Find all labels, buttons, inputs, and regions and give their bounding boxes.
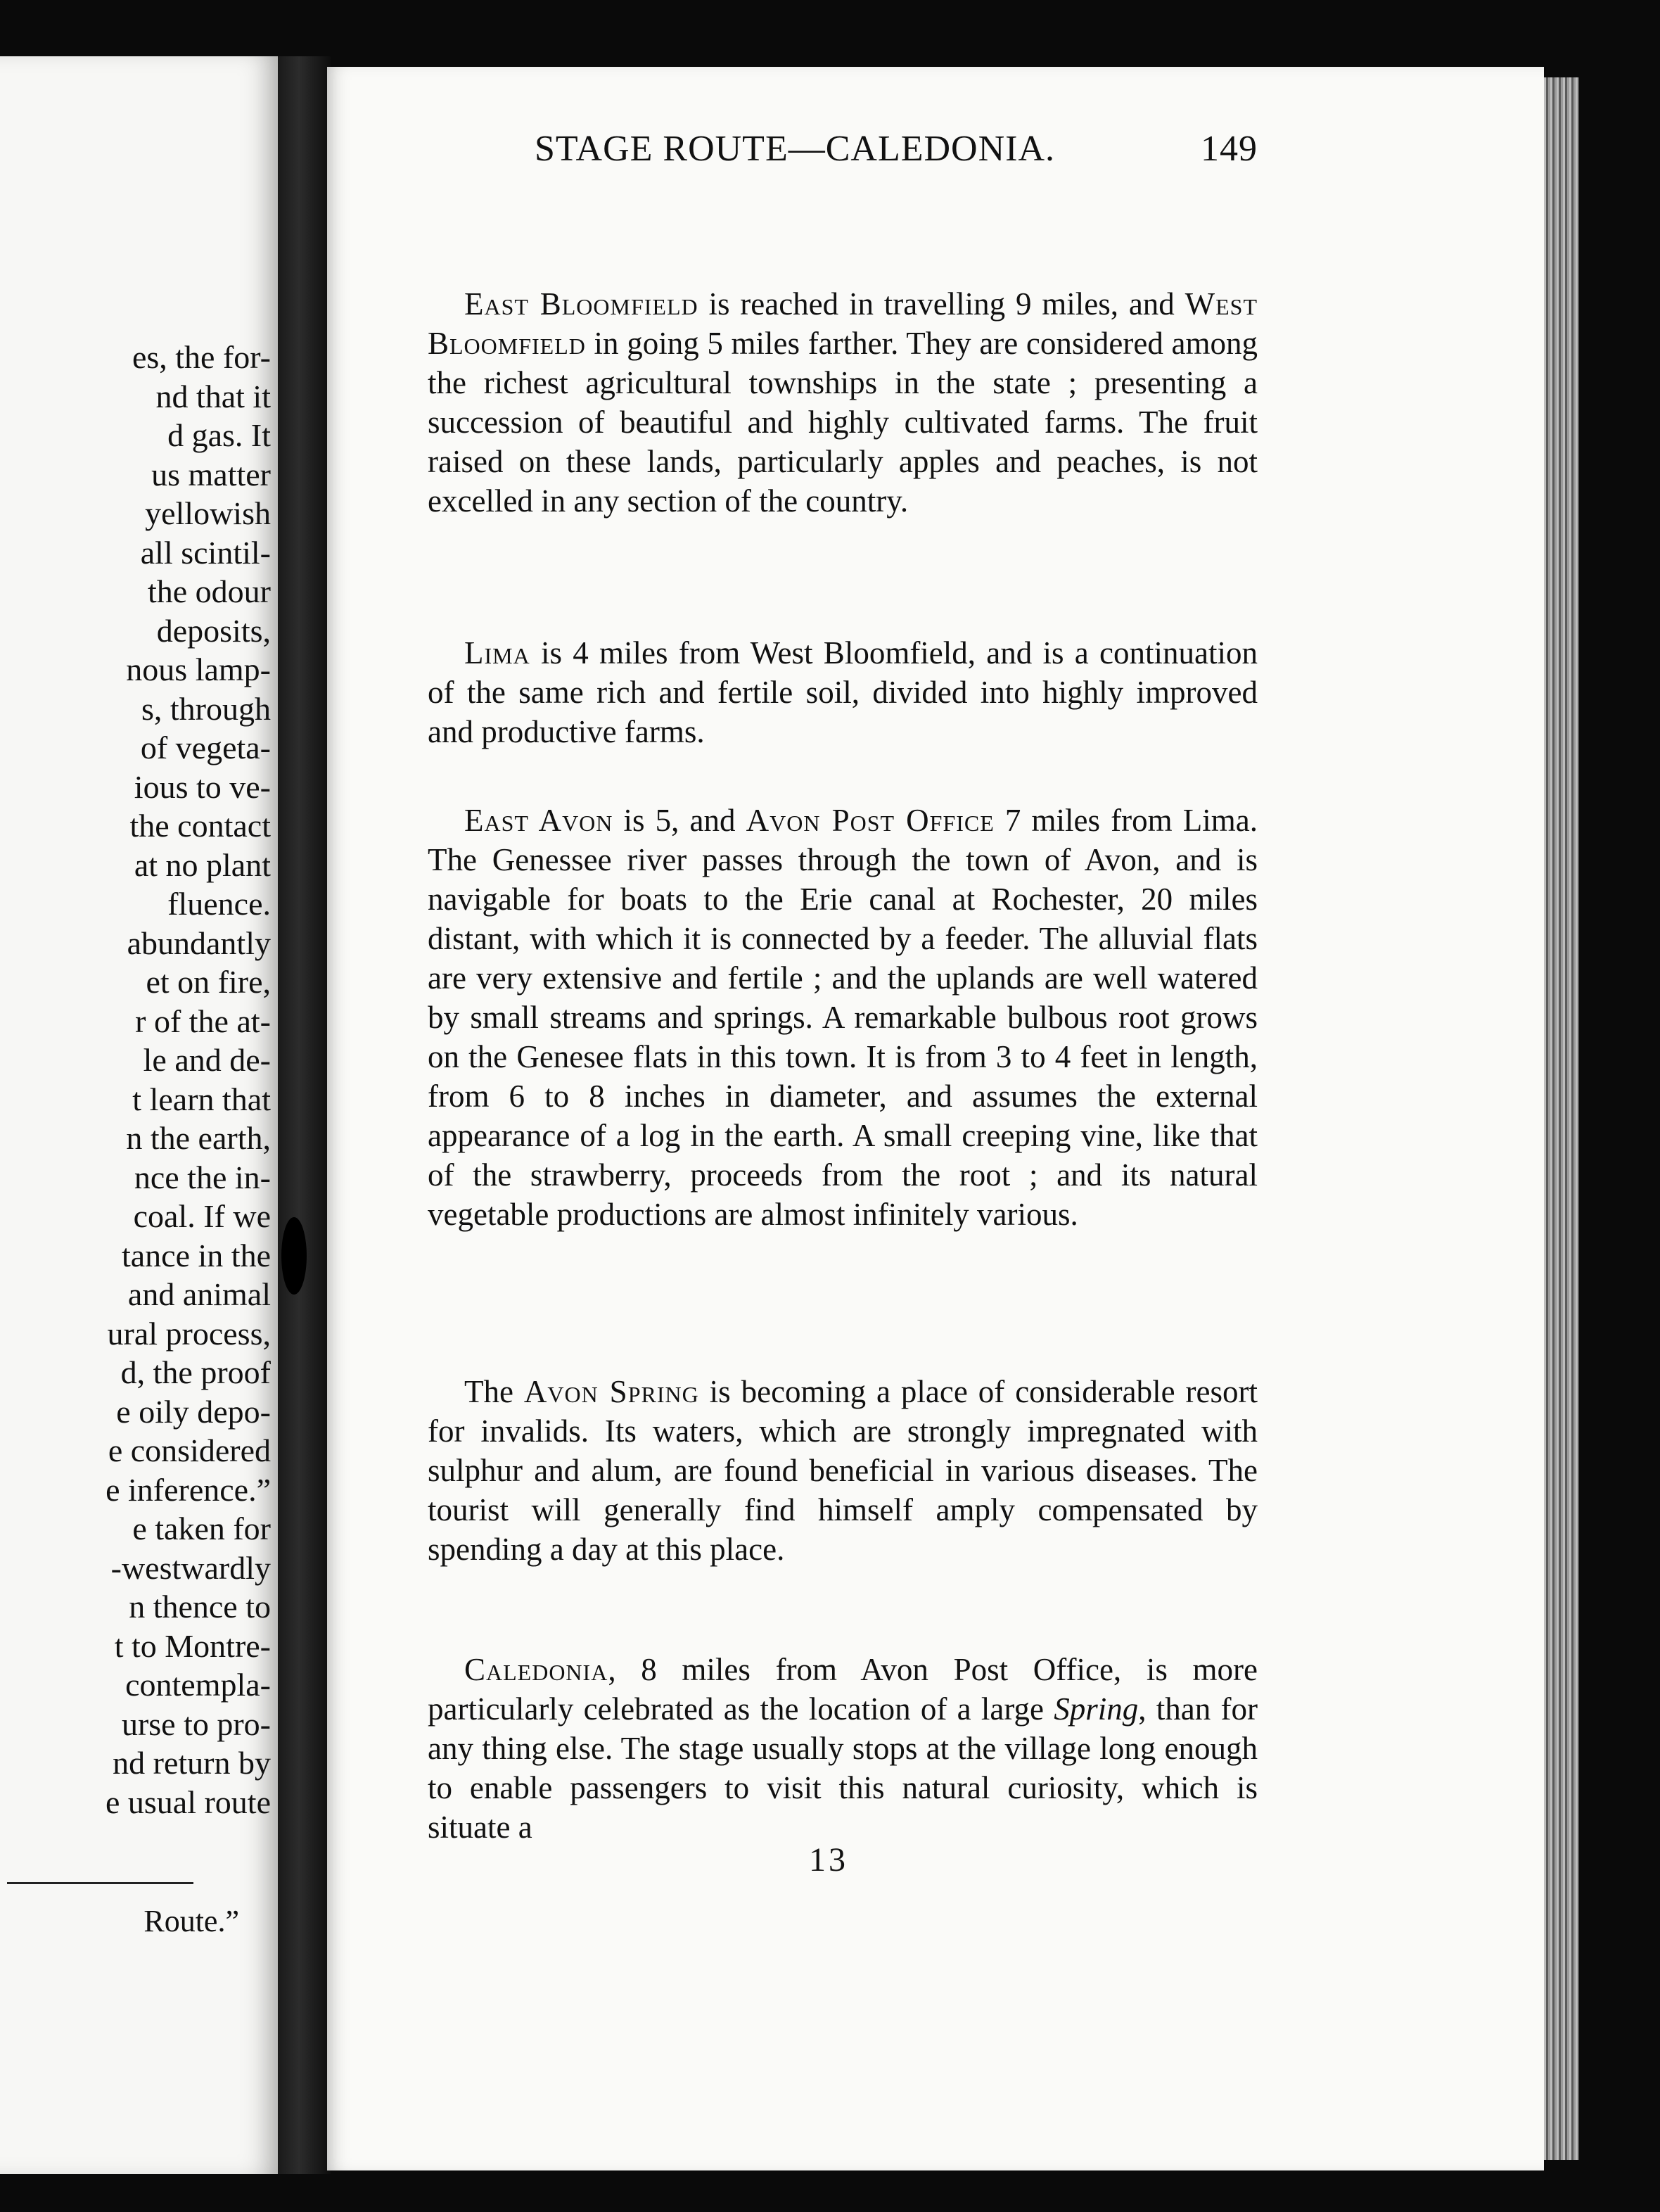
previous-page-line: t to Montre- (114, 1627, 271, 1664)
paragraph-text: is 5, and (613, 803, 746, 838)
place-name: Avon Post Office (746, 803, 995, 838)
previous-page-line: nce the in- (134, 1159, 271, 1195)
previous-page-line: nous lamp- (126, 651, 271, 687)
previous-page-text (106, 338, 271, 1822)
paragraph-caledonia (428, 1650, 1258, 1847)
previous-page-line: n thence to (129, 1589, 271, 1625)
place-name: Avon Spring (523, 1374, 699, 1409)
previous-page-line: s, through (141, 690, 271, 727)
previous-page-line: the odour (147, 573, 271, 609)
previous-page-line: e inference.” (106, 1471, 271, 1508)
previous-page-line: r of the at- (135, 1003, 271, 1039)
previous-page-footnote: Route.” (143, 1904, 239, 1938)
previous-page-line: e considered (108, 1432, 271, 1468)
previous-page-line: t learn that (132, 1081, 271, 1117)
previous-page-line: all scintil- (140, 534, 271, 571)
binding-shadow (281, 1217, 307, 1295)
previous-page-line: d gas. It (167, 417, 271, 453)
previous-page-line: nd return by (113, 1745, 271, 1781)
paragraph-text: , than for any thing else. The stage usually stops at the village long enough to enable passengers to visit this natural curiosity, which is situate a (428, 1691, 1258, 1845)
running-title: STAGE ROUTE—CALEDONIA. (535, 129, 1055, 169)
previous-page-line: urse to pro- (121, 1705, 271, 1742)
paragraph-text: is reached in travelling 9 miles, and (698, 286, 1185, 322)
paragraph-text: is 4 miles from West Bloomfield, and is a continuation of the same rich and fertile soil, divided into highly improved and productive farms. (428, 635, 1258, 749)
book-gutter (278, 56, 331, 2174)
previous-page-line: contempla- (125, 1667, 271, 1703)
page-edges (1544, 77, 1579, 2160)
previous-page-line: fluence. (167, 886, 271, 922)
paragraph-text: is becoming a place of considerable resort for invalids. Its waters, which are strongly impregnated with sulphur and alum, are found beneficial in various diseases. The tourist will generally find himself amply compensated by spending a day at this place. (428, 1374, 1258, 1567)
previous-page-line: of vegeta- (140, 730, 271, 765)
previous-page-line: e taken for (132, 1511, 271, 1546)
paragraph-avon-spring (428, 1372, 1258, 1569)
previous-page-line: us matter (151, 456, 271, 492)
footnote-rule (7, 1882, 193, 1884)
place-name: West Bloomfield (428, 286, 1258, 361)
previous-page-line: nd that it (155, 378, 271, 414)
previous-page-line: at no plant (134, 846, 271, 883)
previous-page-line: et on fire, (146, 964, 271, 1000)
previous-page-line: and animal (127, 1276, 271, 1312)
previous-page-line: e usual route (105, 1784, 271, 1820)
place-name: Lima (464, 635, 530, 670)
previous-page (0, 56, 283, 2174)
previous-page-line: deposits, (156, 612, 271, 649)
place-name: Caledonia (464, 1652, 608, 1687)
previous-page-line: coal. If we (133, 1198, 271, 1234)
paragraph-lima (428, 633, 1258, 751)
previous-page-line: -westwardly (110, 1549, 271, 1586)
paragraph-east-avon (428, 801, 1258, 1234)
paragraph-text: in going 5 miles farther. They are considered among the richest agricultural townships in the state ; presenting a succession of beautiful and highly cultivated farms. The fruit raised on these lands, particularly apples and peaches, is not excelled in any section of the country. (428, 326, 1258, 519)
previous-page-line: ural process, (107, 1315, 271, 1352)
previous-page-line: n the earth, (126, 1120, 271, 1156)
page-number: 149 (1201, 129, 1258, 169)
previous-page-line: d, the proof (120, 1354, 271, 1390)
paragraph-text: The (464, 1374, 524, 1409)
previous-page-line: tance in the (121, 1237, 271, 1273)
place-name: East Bloomfield (464, 286, 698, 322)
paragraph-text: 7 miles from Lima. The Genessee river passes through the town of Avon, and is navigable for boats to the Erie canal at Rochester, 20 miles distant, with which it is connected by a feeder. The alluvial flats are very extensive and fertile ; and the uplands are well watered by small streams and springs. A remarkable bulbous root grows on the Genesee flats in this town. It is from 3 to 4 feet in length, from 6 to 8 inches in diameter, and assumes the external appearance of a log in the earth. A small creeping vine, like that of the strawberry, proceeds from the root ; and its natural vegetable productions are almost infinitely various. (428, 803, 1258, 1232)
italic-word: Spring (1054, 1691, 1139, 1727)
previous-page-line: e oily depo- (116, 1393, 271, 1430)
paragraph-text: , 8 miles from Avon Post Office, is more particularly celebrated as the location of a large (428, 1652, 1258, 1727)
signature-mark: 13 (809, 1841, 848, 1879)
previous-page-line: es, the for- (132, 339, 271, 375)
paragraph-east-bloomfield (428, 284, 1258, 521)
previous-page-line: yellowish (145, 495, 271, 531)
previous-page-line: ious to ve- (134, 768, 271, 805)
previous-page-line: the contact (129, 808, 271, 844)
previous-page-line: abundantly (127, 924, 271, 961)
place-name: East Avon (464, 803, 613, 838)
previous-page-line: le and de- (143, 1042, 271, 1078)
